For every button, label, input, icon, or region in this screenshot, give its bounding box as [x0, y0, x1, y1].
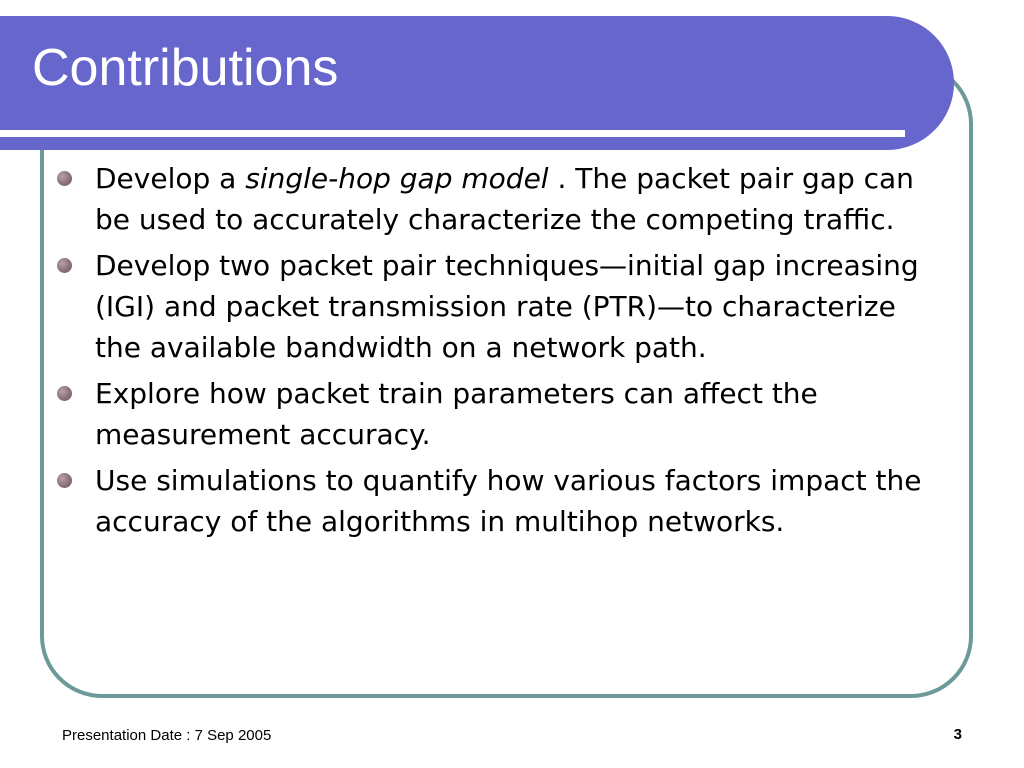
bullet-text — [95, 377, 818, 451]
slide-title: Contributions — [32, 39, 339, 97]
bullet-item — [57, 373, 937, 455]
bullet-text-part: . The packet pair gap can be used to accurately characterize the competing traffic. — [95, 162, 914, 236]
bullet-list — [57, 158, 937, 547]
bullet-dot-icon — [57, 171, 72, 186]
bullet-item — [57, 158, 937, 240]
bullet-text-part: Use simulations to quantify how various factors impact the accuracy of the algorithms in multihop networks. — [95, 464, 922, 538]
bullet-text — [95, 162, 914, 236]
slide-number: 3 — [953, 726, 962, 743]
bullet-dot-icon — [57, 258, 72, 273]
bullet-item — [57, 245, 937, 368]
bullet-text-part: Develop two packet pair techniques—initial gap increasing (IGI) and packet transmission rate (PTR)—to characterize the available bandwidth on a network path. — [95, 249, 919, 364]
bullet-text-part: Explore how packet train parameters can affect the measurement accuracy. — [95, 377, 818, 451]
bullet-emphasis: single-hop gap model — [245, 162, 549, 195]
bullet-text — [95, 249, 919, 364]
footer-date: Presentation Date : 7 Sep 2005 — [62, 727, 272, 744]
bullet-item — [57, 460, 937, 542]
title-underline — [0, 130, 905, 137]
bullet-text — [95, 464, 921, 538]
bullet-dot-icon — [57, 386, 72, 401]
bullet-text-part: Develop a — [95, 162, 246, 195]
bullet-dot-icon — [57, 473, 72, 488]
